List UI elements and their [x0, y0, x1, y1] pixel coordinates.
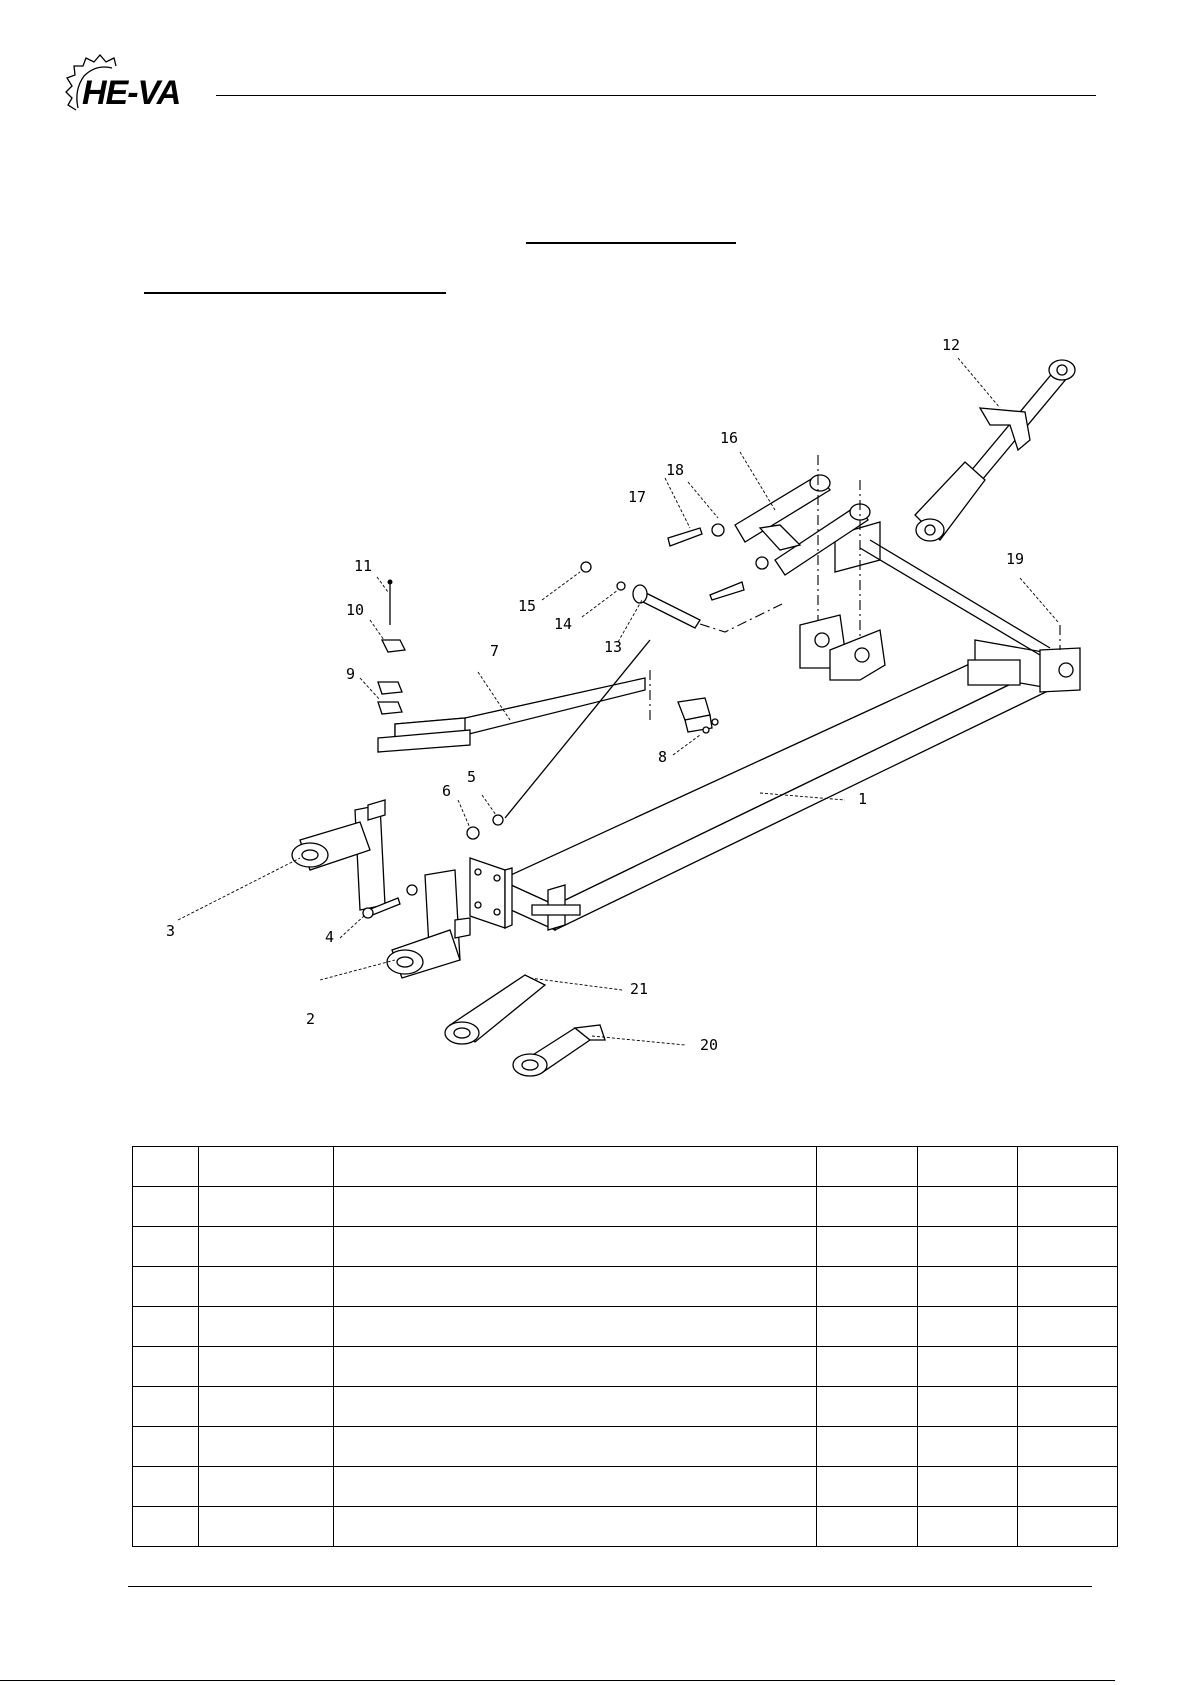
clamp-parts [378, 580, 405, 714]
table-cell [133, 1427, 199, 1467]
callout-4: 4 [325, 928, 335, 946]
table-cell [1018, 1427, 1118, 1467]
table-cell [133, 1267, 199, 1307]
chain-channel [378, 670, 650, 752]
table-cell [333, 1427, 816, 1467]
table-cell [1018, 1187, 1118, 1227]
table-cell [198, 1267, 333, 1307]
table-row [133, 1347, 1118, 1387]
hydraulic-cylinder [915, 360, 1075, 541]
table-row [133, 1387, 1118, 1427]
table-cell [918, 1507, 1018, 1547]
parts-list-table [132, 1146, 1118, 1547]
table-cell [817, 1147, 918, 1187]
table-cell [817, 1347, 918, 1387]
table-cell [333, 1227, 816, 1267]
callout-12: 12 [942, 336, 961, 354]
callout-10: 10 [346, 601, 365, 619]
table-row [133, 1507, 1118, 1547]
callout-20: 20 [700, 1036, 719, 1054]
eye-option-20 [513, 1025, 605, 1076]
table-cell [817, 1467, 918, 1507]
table-cell [1018, 1507, 1118, 1547]
callout-6: 6 [442, 782, 452, 800]
callout-17: 17 [628, 488, 647, 506]
callout-3: 3 [166, 922, 176, 940]
drawbar-eye-b [387, 870, 470, 978]
table-cell [918, 1267, 1018, 1307]
table-cell [333, 1347, 816, 1387]
table-cell [198, 1387, 333, 1427]
table-cell [817, 1387, 918, 1427]
table-cell [198, 1507, 333, 1547]
callout-1: 1 [858, 790, 868, 808]
table-cell [918, 1187, 1018, 1227]
table-cell [918, 1347, 1018, 1387]
table-cell [817, 1427, 918, 1467]
table-cell [817, 1227, 918, 1267]
table-cell [918, 1147, 1018, 1187]
callout-14: 14 [554, 615, 573, 633]
table-row [133, 1267, 1118, 1307]
table-cell [1018, 1387, 1118, 1427]
table-cell [333, 1147, 816, 1187]
table-cell [133, 1467, 199, 1507]
table-cell [198, 1307, 333, 1347]
table-cell [333, 1267, 816, 1307]
table-cell [333, 1467, 816, 1507]
table-cell [133, 1507, 199, 1547]
table-cell [1018, 1467, 1118, 1507]
table-cell [198, 1187, 333, 1227]
table-cell [198, 1227, 333, 1267]
table-cell [918, 1387, 1018, 1427]
table-cell [333, 1507, 816, 1547]
table-cell [133, 1187, 199, 1227]
callout-2: 2 [306, 1010, 316, 1028]
table-cell [1018, 1147, 1118, 1187]
table-cell [1018, 1347, 1118, 1387]
table-cell [918, 1427, 1018, 1467]
table-cell [817, 1307, 918, 1347]
eye-option-21 [445, 975, 545, 1044]
table-cell [817, 1267, 918, 1307]
table-cell [198, 1347, 333, 1387]
table-cell [133, 1387, 199, 1427]
table-cell [133, 1347, 199, 1387]
table-cell [918, 1307, 1018, 1347]
table-cell [133, 1227, 199, 1267]
table-cell [817, 1507, 918, 1547]
table-row [133, 1307, 1118, 1347]
table-cell [333, 1387, 816, 1427]
table-row [133, 1227, 1118, 1267]
footer-rule [128, 1586, 1092, 1587]
table-row [133, 1427, 1118, 1467]
table-cell [1018, 1307, 1118, 1347]
table-row [133, 1187, 1118, 1227]
rear-bracket [678, 698, 718, 733]
callout-13: 13 [604, 638, 623, 656]
table-cell [918, 1227, 1018, 1267]
table-cell [198, 1147, 333, 1187]
callout-16: 16 [720, 429, 739, 447]
table-cell [333, 1187, 816, 1227]
table-cell [198, 1467, 333, 1507]
drawbar-eye-a [292, 800, 385, 910]
callout-9: 9 [346, 665, 356, 683]
drawbar-beam [470, 522, 1080, 930]
table-cell [133, 1147, 199, 1187]
table-cell [817, 1187, 918, 1227]
logo-text: HE-VA [82, 74, 181, 112]
table-row [133, 1467, 1118, 1507]
callout-19: 19 [1006, 550, 1025, 568]
callout-8: 8 [658, 748, 668, 766]
table-cell [333, 1307, 816, 1347]
table-cell [1018, 1267, 1118, 1307]
table-cell [918, 1467, 1018, 1507]
callout-7: 7 [490, 642, 500, 660]
callout-11: 11 [354, 557, 373, 575]
table-row [133, 1147, 1118, 1187]
table-cell [133, 1307, 199, 1347]
callout-5: 5 [467, 768, 477, 786]
table-cell [198, 1427, 333, 1467]
table-cell [1018, 1227, 1118, 1267]
page-bottom-rule [0, 1680, 1115, 1681]
callout-18: 18 [666, 461, 685, 479]
callout-21: 21 [630, 980, 649, 998]
callout-15: 15 [518, 597, 537, 615]
